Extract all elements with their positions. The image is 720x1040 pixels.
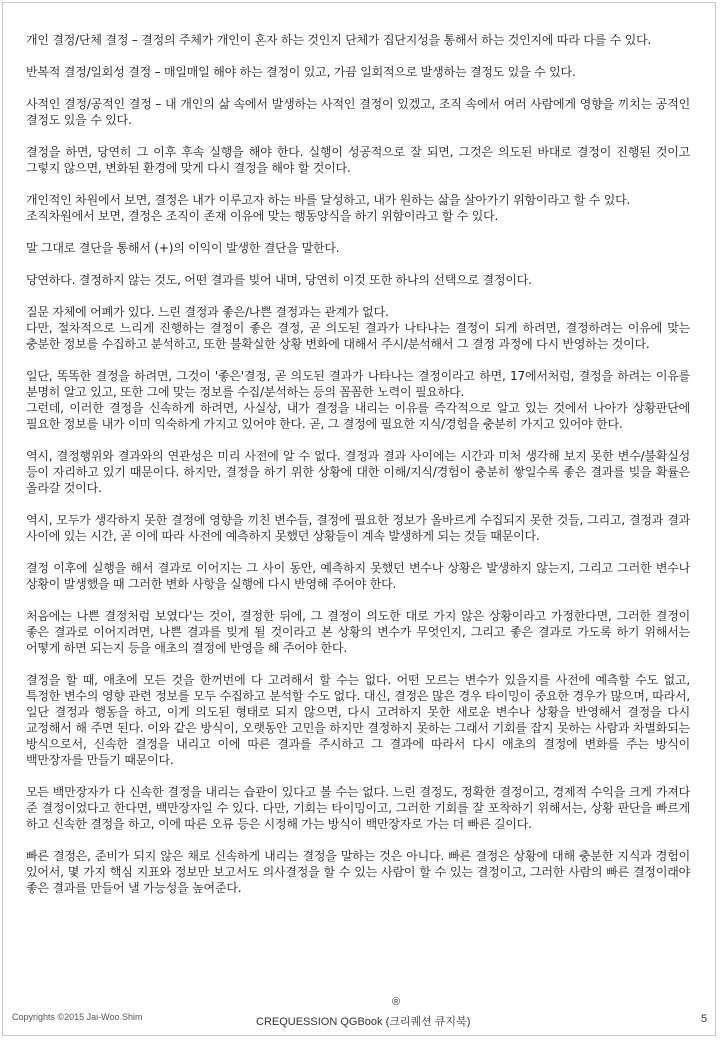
paragraph: 빠른 결정은, 준비가 되지 않은 채로 신속하게 내리는 결정을 말하는 것은 아니다. 빠른 결정은 상황에 대해 충분한 지식과 경험이 있어서, 몇 가지 핵심 지표와 정보만 보고서도 의사결정을 할 수 있는 사람이 할 수 있는 결정이고, 그러한 사람의 빠른 결정이래야 좋은 결과를 만들어 낼 가능성을 높여준다.	[26, 849, 690, 895]
paragraph: 결정을 하면, 당연히 그 이후 후속 실행을 해야 한다. 실행이 성공적으로 잘 되면, 그것은 의도된 바대로 결정이 진행된 것이고 그렇지 않으면, 변화된 환경에 맞게 다시 결정을 해야 할 것이다.	[26, 145, 690, 175]
registered-mark: ®	[392, 996, 401, 1008]
page-number: 5	[701, 1013, 708, 1025]
paragraph: 사적인 결정/공적인 결정 – 내 개인의 삶 속에서 발생하는 사적인 결정이 있겠고, 조직 속에서 여러 사람에게 영향을 끼치는 공적인 결정도 있을 수 있다.	[26, 97, 690, 127]
paragraph: 일단, 똑똑한 결정을 하려면, 그것이 '좋은'결정, 곧 의도된 결과가 나타나는 결정이라고 하면, 17에서처럼, 결정을 하려는 이유를 분명히 알고 있고, 또한 그에 맞는 정보를 수집/분석하는 등의 꼼꼼한 노력이 필요하다. 그런데, 이러한 결정을 신속하게 하려면, 사실상, 내가 결정을 내리는 이유를 즉각적으로 알고 있는 것에서 나아가 상황판단에 필요한 정보를 내가 이미 익숙하게 가지고 있어야 한다. 곧, 그 결정에 필요한 지식/경험을 충분히 가지고 있어야 한다.	[26, 369, 690, 431]
paragraph: 처음에는 나쁜 결정처럼 보였다'는 것이, 결정한 뒤에, 그 결정이 의도한 대로 가지 않은 상황이라고 가정한다면, 그러한 결정이 좋은 결과로 이어지려면, 나쁜 결과를 빚게 될 것이라고 본 상황의 변수가 무엇인지, 그리고 좋은 결과로 가도록 하기 위해서는 어떻게 하면 되는지 등을 애초의 결정에 반영을 해 주어야 한다.	[26, 609, 690, 655]
paragraph: 당연하다. 결정하지 않는 것도, 어떤 결과를 빚어 내며, 당연히 이것 또한 하나의 선택으로 결정이다.	[26, 273, 532, 287]
paragraph: 역시, 결정행위와 결과와의 연관성은 미리 사전에 알 수 없다. 결정과 결과 사이에는 시간과 미처 생각해 보지 못한 변수/불확실성 등이 자리하고 있기 때문이다. 하지만, 결정을 하기 위한 상황에 대한 이해/지식/경험이 충분히 쌓일수록 좋은 결과를 빚을 확률은 올라갈 것이다.	[26, 449, 690, 495]
document-body	[26, 32, 690, 912]
copyright-text: Copyrights ©2015 Jai-Woo Shim	[12, 1012, 143, 1022]
paragraph: 개인적인 차원에서 보면, 결정은 내가 이루고자 하는 바를 달성하고, 내가 원하는 삶을 살아가기 위함이라고 할 수 있다. 조직차원에서 보면, 결정은 조직이 존재 이유에 맞는 행동양식을 하기 위함이라고 할 수 있다.	[26, 193, 631, 223]
book-title: CREQUESSION QGBook (크리퀘션 큐지북)	[256, 1016, 471, 1028]
paragraph: 개인 결정/단체 결정 – 결정의 주체가 개인이 혼자 하는 것인지 단체가 집단지성을 통해서 하는 것인지에 따라 다를 수 있다.	[26, 33, 652, 47]
paragraph: 질문 자체에 어폐가 있다. 느린 결정과 좋은/나쁜 결정과는 관계가 없다. 다만, 절차적으로 느리게 진행하는 결정이 좋은 결정, 곧 의도된 결과가 나타나는 결정이 되게 하려면, 결정하려는 이유에 맞는 충분한 정보를 수집하고 분석하고, 또한 불확실한 상황 변화에 대해서 주시/분석해서 그 결정 과정에 다시 반영하는 것이다.	[26, 305, 690, 351]
paragraph: 역시, 모두가 생각하지 못한 결정에 영향을 끼친 변수들, 결정에 필요한 정보가 올바르게 수집되지 못한 것들, 그리고, 결정과 결과 사이에 있는 시간, 곧 이에 따라 사전에 예측하지 못했던 상황들이 계속 발생하게 되는 것들 때문이다.	[26, 513, 690, 543]
paragraph: 결정을 할 때, 애초에 모든 것을 한꺼번에 다 고려해서 할 수는 없다. 어떤 모르는 변수가 있을지를 사전에 예측할 수도 없고, 특정한 변수의 영향 관련 정보를 모두 수집하고 분석할 수도 없다. 대신, 결정은 많은 경우 타이밍이 중요한 경우가 많으며, 따라서, 일단 결정과 행동을 하고, 이게 의도된 형태로 되지 않으면, 다시 고려하지 못한 새로운 변수나 상황을 반영해서 결정을 다시 교정해서 해 주면 된다. 이와 같은 방식이, 오랫동안 고민을 하지만 결정하지 못하는 그래서 기회를 잡지 못하는 사람과 차별화되는 방식으로서, 신속한 결정을 내리고 이에 따른 결과를 주시하고 그 결과에 따라서 다시 애초의 결정에 변화를 주는 방식이 백만장자를 만들기 때문이다.	[26, 673, 690, 767]
paragraph: 결정 이후에 실행을 해서 결과로 이어지는 그 사이 동안, 예측하지 못했던 변수나 상황은 발생하지 않는지, 그리고 그러한 변수나 상황이 발생했을 때 그러한 변화 사항을 실행에 다시 반영해 주어야 한다.	[26, 561, 690, 591]
paragraph: 반복적 결정/일회성 결정 – 매일매일 해야 하는 결정이 있고, 가끔 일회적으로 발생하는 결정도 있을 수 있다.	[26, 65, 576, 79]
paragraph: 모든 백만장자가 다 신속한 결정을 내리는 습관이 있다고 볼 수는 없다. 느린 결정도, 정확한 결정이고, 경제적 수익을 크게 가져다 준 결정이었다고 한다면, 백만장자일 수 있다. 다만, 기회는 타이밍이고, 그러한 기회를 잘 포착하기 위해서는, 상황 판단을 빠르게 하고 신속한 결정을 하고, 이에 따른 오류 등은 시정해 가는 방식이 백만장자로 가는 더 빠른 길이다.	[26, 785, 690, 831]
paragraph: 말 그대로 결단을 통해서 (+)의 이익이 발생한 결단을 말한다.	[26, 241, 340, 255]
